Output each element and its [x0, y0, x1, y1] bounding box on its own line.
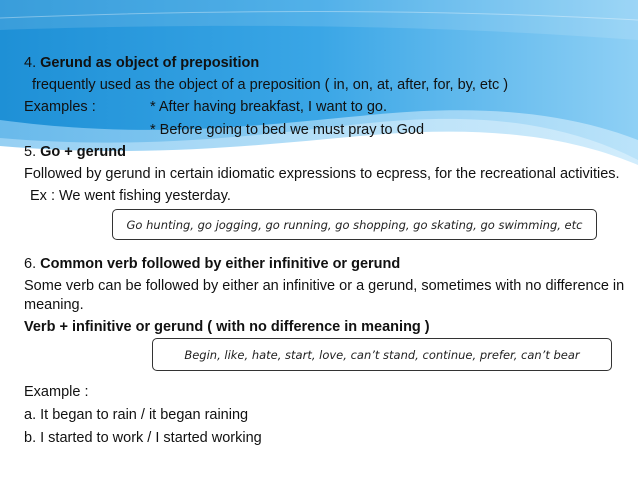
- section-6-description-line-2: meaning.: [24, 297, 84, 313]
- example-2: * Before going to bed we must pray to God: [150, 122, 425, 138]
- section-6-description-line-1: Some verb can be followed by either an infinitive or a gerund, sometimes with no difference in: [24, 278, 625, 294]
- section-4-title: Gerund as object of preposition: [40, 55, 260, 71]
- section-5-title: Go + gerund: [40, 144, 126, 160]
- section-5-heading: [24, 143, 126, 161]
- example-b: b. I started to work / I started working: [24, 430, 262, 446]
- section-5-number: 5.: [24, 144, 41, 160]
- activities-box: Go hunting, go jogging, go running, go shopping, go skating, go swimming, etc: [112, 209, 597, 240]
- section-6-subtitle: Verb + infinitive or gerund ( with no difference in meaning ): [24, 319, 430, 335]
- verbs-box: Begin, like, hate, start, love, can’t stand, continue, prefer, can’t bear: [152, 338, 612, 371]
- section-6-heading: [24, 255, 400, 273]
- examples-label: Examples :: [24, 99, 96, 115]
- section-5-example: Ex : We went fishing yesterday.: [30, 188, 231, 204]
- section-4-number: 4.: [24, 55, 41, 71]
- section-4-description: frequently used as the object of a preposition ( in, on, at, after, for, by, etc ): [32, 77, 509, 93]
- example-label: Example :: [24, 384, 89, 400]
- section-5-description: Followed by gerund in certain idiomatic expressions to ecpress, for the recreational activities.: [24, 166, 620, 182]
- section-6-title: Common verb followed by either infinitive or gerund: [40, 256, 401, 272]
- example-a: a. It began to rain / it began raining: [24, 407, 249, 423]
- section-6-number: 6.: [24, 256, 41, 272]
- example-1: * After having breakfast, I want to go.: [150, 99, 387, 115]
- section-4-heading: [24, 54, 259, 72]
